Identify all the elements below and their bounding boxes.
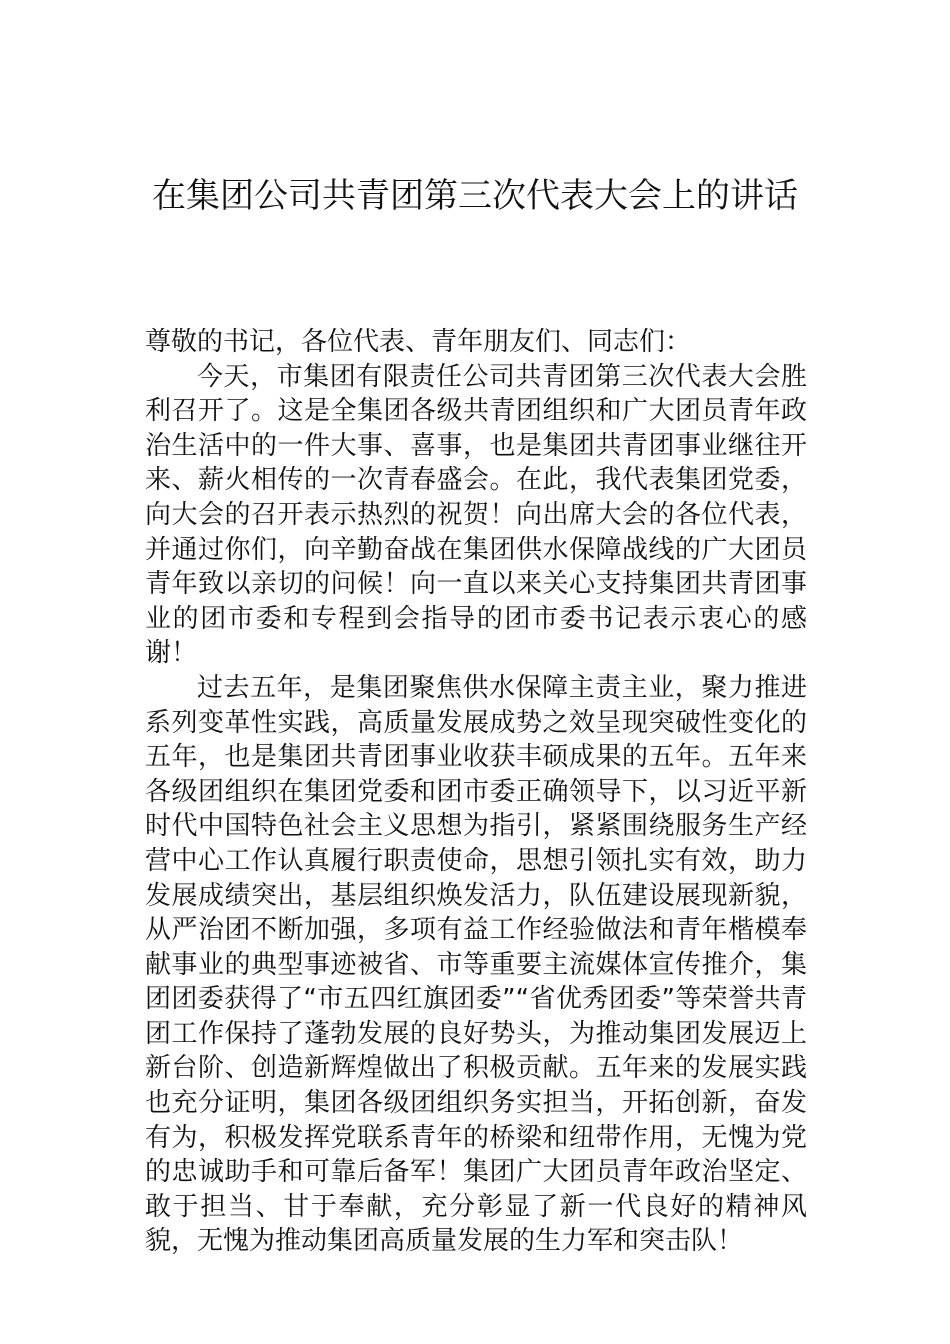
salutation: 尊敬的书记，各位代表、青年朋友们、同志们： (145, 327, 692, 357)
document-body (145, 325, 807, 1259)
paragraph-opening: 今天，市集团有限责任公司共青团第三次代表大会胜利召开了。这是全集团各级共青团组织和广大团员青年政治生活中的一件大事、喜事，也是集团共青团事业继往开来、薪火相传的一次青春盛会。在此，我代表集团党委，向大会的召开表示热烈的祝贺！向出席大会的各位代表，并通过你们，向辛勤奋战在集团供水保障战线的广大团员青年致以亲切的问候！向一直以来关心支持集团共青团事业的团市委和专程到会指导的团市委书记表示衷心的感谢！ (145, 361, 807, 669)
document-title: 在集团公司共青团第三次代表大会上的讲话 (152, 176, 798, 216)
paragraph-past-five-years: 过去五年，是集团聚焦供水保障主责主业，聚力推进系列变革性实践，高质量发展成势之效呈现突破性变化的五年，也是集团共青团事业收获丰硕成果的五年。五年来各级团组织在集团党委和团市委正确领导下，以习近平新时代中国特色社会主义思想为指引，紧紧围绕服务生产经营中心工作认真履行职责使命，思想引领扎实有效，助力发展成绩突出，基层组织焕发活力，队伍建设展现新貌，从严治团不断加强，多项有益工作经验做法和青年楷模奉献事业的典型事迹被省、市等重要主流媒体宣传推介，集团团委获得了“市五四红旗团委”“省优秀团委”等荣誉共青团工作保持了蓬勃发展的良好势头，为推动集团发展迈上新台阶、创造新辉煌做出了积极贡献。五年来的发展实践也充分证明，集团各级团组织务实担当，开拓创新，奋发有为，积极发挥党联系青年的桥梁和纽带作用，无愧为党的忠诚助手和可靠后备军！集团广大团员青年政治坚定、敢于担当、甘于奉献，充分彰显了新一代良好的精神风貌，无愧为推动集团高质量发展的生力军和突击队！ (145, 672, 807, 1257)
